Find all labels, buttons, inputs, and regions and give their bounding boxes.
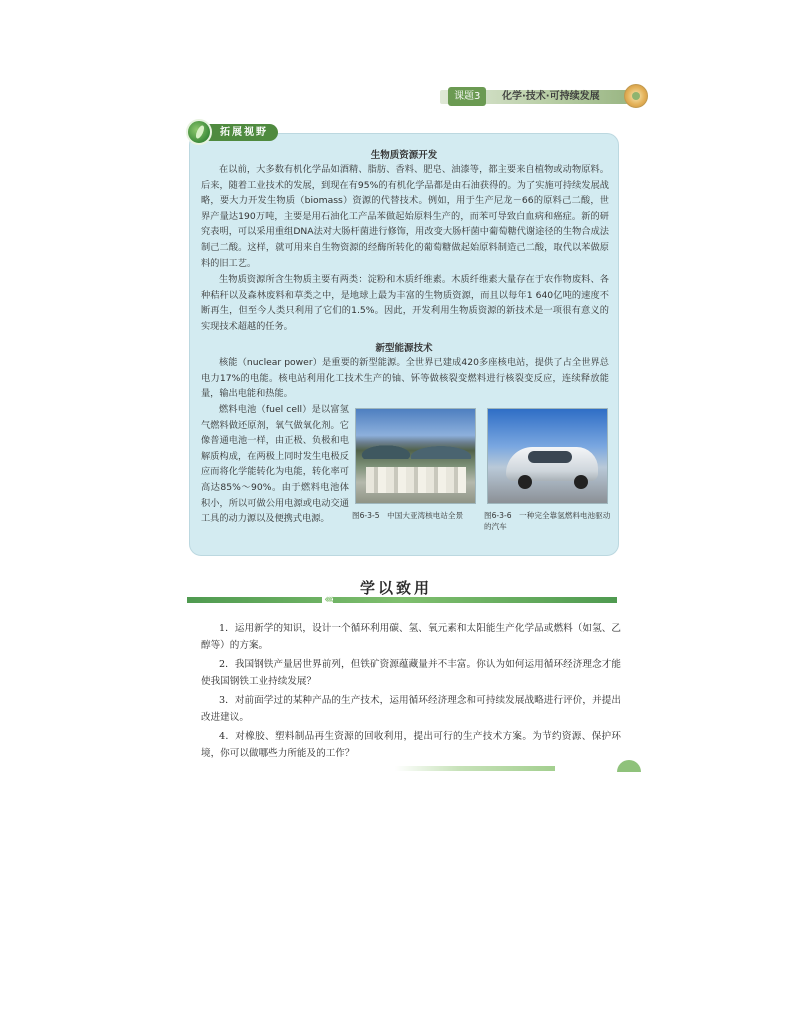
practice-item-3: 3．对前面学过的某种产品的生产技术，运用循环经济理念和可持续发展战略进行评价，并提出改进建议。 <box>201 695 621 723</box>
paragraph-fuel-cell: 燃料电池（fuel cell）是以富氢气燃料做还原剂，氧气做氧化剂。它像普通电池一样，由正极、负极和电解质构成，在两极上同时发生电极反应而将化学能转化为电能，转化率可高达85%～90%。由于燃料电池体积小，所以可做公用电源或电动交通工具的动力源以及便携式电源。 <box>201 404 349 525</box>
section-title-biomass: 生物质资源开发 <box>370 150 438 161</box>
practice-item-1: 1．运用新学的知识，设计一个循环利用碳、氢、氧元素和太阳能生产化学品或燃料（如氢、乙醇等）的方案。 <box>201 623 621 651</box>
section-title-energy: 新型能源技术 <box>375 343 433 354</box>
lesson-tag: 课题3 <box>448 87 486 106</box>
nuclear-plant-photo <box>355 408 476 504</box>
photo-hills <box>356 429 476 459</box>
figure-caption-car: 图6-3-6 一种完全靠氢燃料电池驱动的汽车 <box>484 511 611 531</box>
chevrons-icon: ‹‹‹‹ <box>324 592 332 606</box>
badge-label: 拓展视野 <box>206 124 278 141</box>
medal-icon <box>624 84 648 108</box>
car-window <box>528 451 572 463</box>
fuel-cell-car-photo <box>487 408 608 504</box>
paragraph-nuclear: 核能（nuclear power）是重要的新型能源。全世界已建成420多座核电站，提供了占全世界总电力17%的电能。核电站利用化工技术生产的铀、钚等做核裂变燃料进行核裂变反应，连续释放能量，输出电能和热能。 <box>201 357 609 400</box>
header-title: 化学·技术·可持续发展 <box>502 91 600 102</box>
paragraph-biomass-1: 在以前，大多数有机化学品如酒精、脂肪、香料、肥皂、油漆等，都主要来自植物或动物原料。后来，随着工业技术的发展，到现在有95%的有机化学品都是由石油获得的。为了实施可持续发展战略，要大力开发生物质（biomass）资源的代替技术。例如，用于生产尼龙－66的原料己二酸，世界产量达190万吨，主要是用石油化工产品苯做起始原料生产的，而苯可导致白血病和癌症。新的研究表明，可以采用重组DNA法对大肠杆菌进行修饰，用改变大肠杆菌中葡萄糖代谢途径的生物合成法制己二酸。这样，就可用来自生物资源的经酶所转化的葡萄糖做起始原料制造己二酸，取代以苯做原料的旧工艺。 <box>201 164 609 269</box>
photo-plant-buildings <box>366 467 466 493</box>
practice-item-4: 4．对橡胶、塑料制品再生资源的回收利用，提出可行的生产技术方案。为节约资源、保护环境，你可以做哪些力所能及的工作？ <box>201 731 621 759</box>
practice-item-2: 2．我国钢铁产量居世界前列，但铁矿资源蕴藏量并不丰富。你认为如何运用循环经济理念才能使我国钢铁工业持续发展？ <box>201 659 621 687</box>
car-wheel-rear <box>574 475 588 489</box>
bottom-decoration-bar <box>395 766 555 771</box>
paragraph-biomass-2: 生物质资源所含生物质主要有两类：淀粉和木质纤维素。木质纤维素大量存在于农作物废料、各种秸秆以及森林废料和草类之中，是地球上最为丰富的生物质资源，而且以每年1 640亿吨的速度不断再生，但至今人类只利用了它们的1.5%。因此，开发利用生物质资源的新技术是一项很有意义的实现技术超越的任务。 <box>201 274 609 332</box>
figure-caption-nuclear: 图6-3-5 中国大亚湾核电站全景 <box>352 511 464 520</box>
car-wheel-front <box>518 475 532 489</box>
chapter-header <box>440 84 648 108</box>
leaf-icon <box>186 119 212 145</box>
practice-title: 学以致用 <box>360 579 433 597</box>
panel-badge <box>186 119 280 145</box>
bottom-decoration-cap <box>617 760 641 772</box>
